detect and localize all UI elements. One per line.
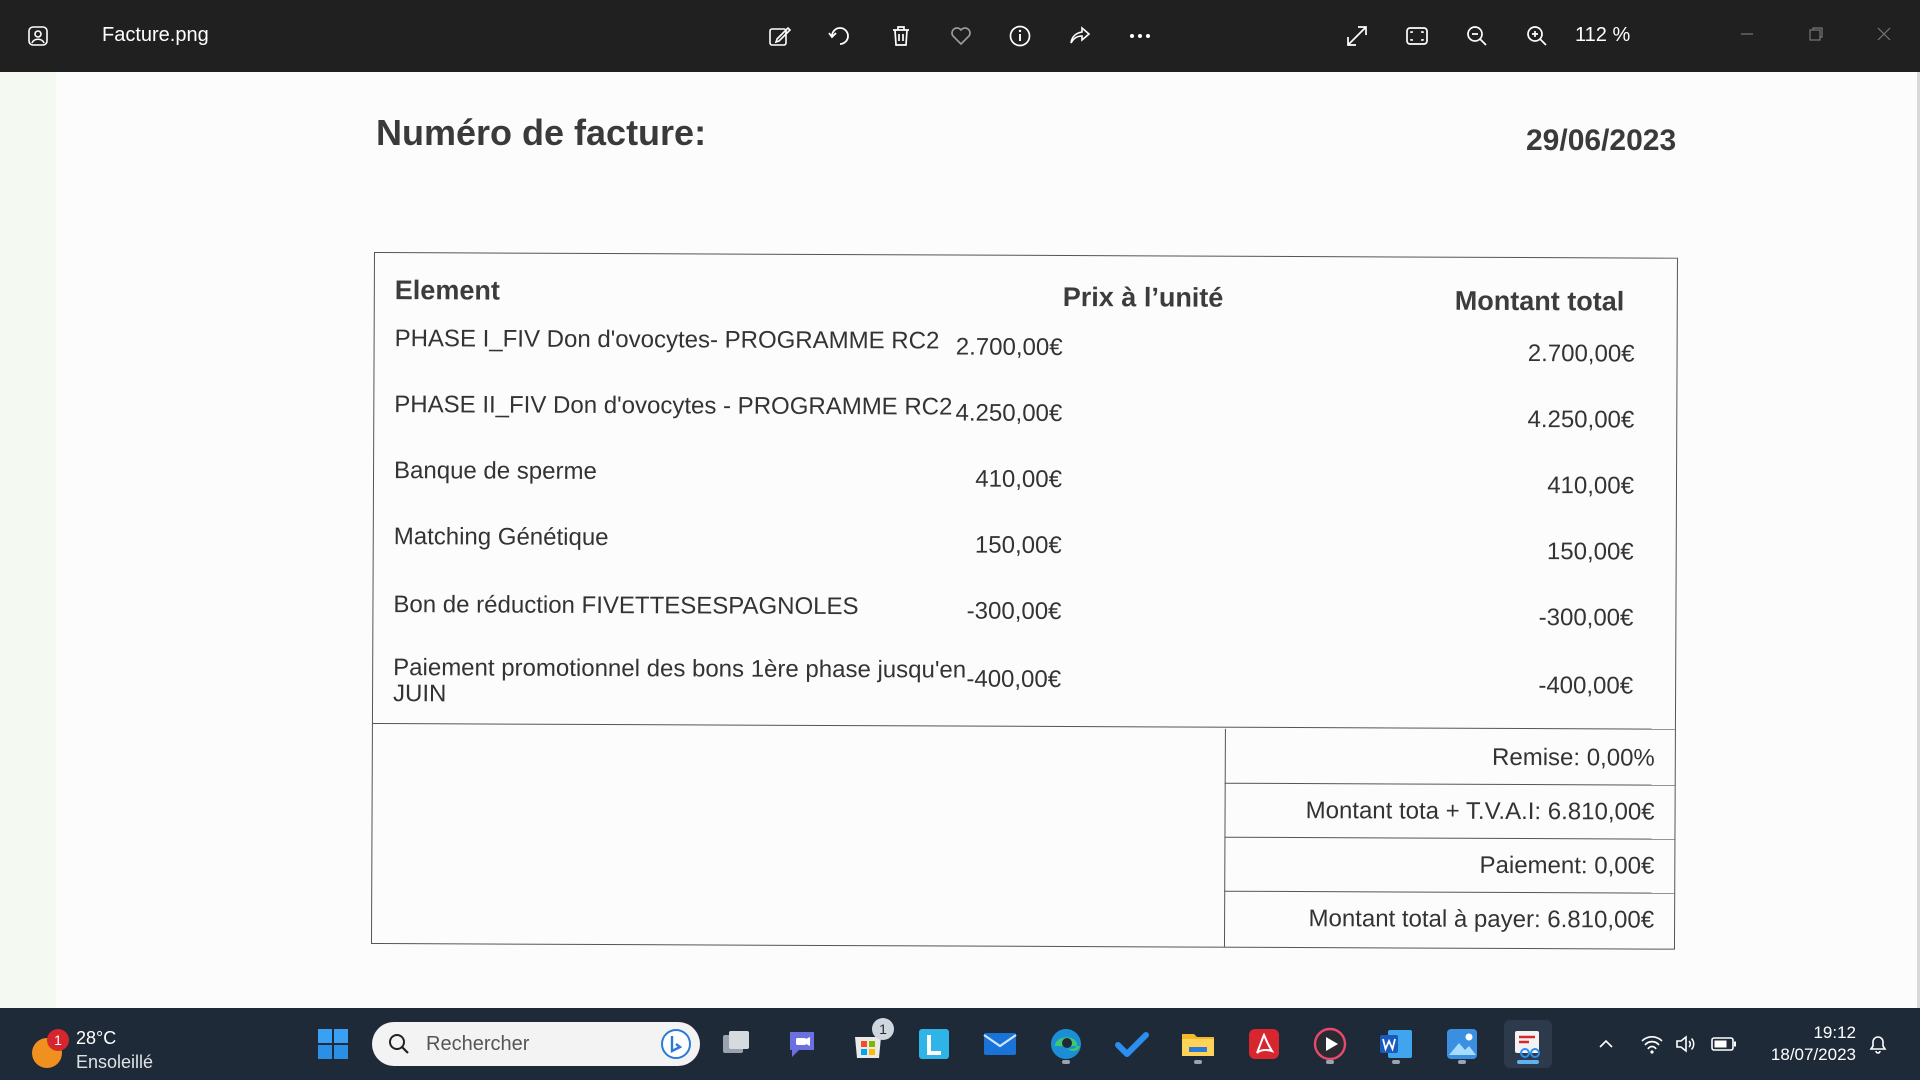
invoice-image (56, 72, 1917, 1008)
weather-badge: 1 (47, 1029, 69, 1051)
running-indicator (1458, 1060, 1466, 1064)
row-total: 2.700,00€ (1527, 340, 1635, 368)
task-view-icon[interactable] (712, 1020, 760, 1068)
row-unit-price: 2.700,00€ (955, 333, 1063, 362)
search-icon (388, 1033, 410, 1055)
taskbar (0, 1008, 1920, 1080)
row-total: 410,00€ (1547, 472, 1635, 500)
row-element: PHASE II_FIV Don d'ovocytes - PROGRAMME RC2 (394, 391, 953, 421)
summary-total-vat: Montant tota + T.V.A.I: 6.810,00€ (1305, 797, 1655, 826)
battery-icon[interactable] (1710, 1030, 1738, 1058)
photos-icon[interactable] (1438, 1020, 1486, 1068)
summary-payment-row (1224, 837, 1674, 894)
word-icon[interactable] (1372, 1020, 1420, 1068)
row-unit-price: -400,00€ (966, 665, 1062, 694)
title-bar (0, 0, 1920, 72)
favorite-icon[interactable] (943, 18, 979, 54)
summary-to-pay-row (1224, 891, 1674, 947)
more-icon[interactable] (1122, 18, 1158, 54)
notification-icon[interactable] (1864, 1030, 1892, 1058)
summary-total-vat-row (1224, 783, 1674, 840)
image-left-edge (0, 72, 57, 1008)
zoom-out-icon[interactable] (1459, 18, 1495, 54)
row-unit-price: 410,00€ (975, 465, 1063, 494)
close-icon[interactable] (1864, 14, 1904, 54)
invoice-date: 29/06/2023 (1526, 124, 1677, 157)
weather-widget[interactable] (28, 1022, 188, 1070)
row-element: PHASE I_FIV Don d'ovocytes- PROGRAMME RC2 (394, 325, 940, 355)
clock-date: 18/07/2023 (1770, 1045, 1856, 1064)
edit-icon[interactable] (762, 18, 798, 54)
weather-temp: 28°C (76, 1028, 117, 1048)
edge-icon[interactable] (1042, 1020, 1090, 1068)
store-icon[interactable] (844, 1020, 892, 1068)
invoice-table (371, 252, 1678, 950)
running-indicator (1062, 1060, 1070, 1064)
show-hidden-icons-icon[interactable] (1592, 1030, 1620, 1058)
search-input[interactable] (372, 1022, 700, 1066)
invoice-number-label: Numéro de facture: (376, 112, 707, 153)
info-icon[interactable] (1002, 18, 1038, 54)
summary-discount-row (1225, 729, 1675, 786)
table-divider (373, 723, 1675, 730)
minimize-icon[interactable] (1727, 14, 1767, 54)
running-indicator (1392, 1060, 1400, 1064)
row-total: -300,00€ (1538, 604, 1634, 632)
row-element: Bon de réduction FIVETTESESPAGNOLES (393, 591, 859, 621)
row-element: Paiement promotionnel des bons 1ère phase jusqu'en JUIN (393, 654, 967, 708)
start-icon[interactable] (309, 1020, 357, 1068)
row-total: -400,00€ (1538, 672, 1634, 700)
l-app-icon[interactable] (910, 1020, 958, 1068)
fit-icon[interactable] (1399, 18, 1435, 54)
running-indicator (1326, 1060, 1334, 1064)
row-unit-price: 150,00€ (974, 531, 1062, 560)
mail-icon[interactable] (976, 1020, 1024, 1068)
file-explorer-icon[interactable] (1174, 1020, 1222, 1068)
header-element: Element (394, 275, 500, 306)
delete-icon[interactable] (883, 18, 919, 54)
zoom-in-icon[interactable] (1519, 18, 1555, 54)
summary-payment: Paiement: 0,00€ (1479, 851, 1655, 880)
summary-to-pay: Montant total à payer: 6.810,00€ (1308, 905, 1655, 934)
photos-app-icon (20, 18, 56, 54)
bing-icon[interactable] (660, 1028, 692, 1060)
snipping-tool-icon[interactable] (1504, 1020, 1552, 1068)
todo-icon[interactable] (1108, 1020, 1156, 1068)
fullscreen-icon[interactable] (1339, 18, 1375, 54)
restore-icon[interactable] (1796, 14, 1836, 54)
store-badge: 1 (872, 1018, 894, 1040)
running-indicator (1517, 1060, 1539, 1064)
row-element: Banque de sperme (393, 457, 597, 485)
running-indicator (1194, 1060, 1202, 1064)
rotate-icon[interactable] (822, 18, 858, 54)
share-icon[interactable] (1062, 18, 1098, 54)
row-total: 4.250,00€ (1527, 406, 1635, 434)
zoom-level[interactable]: 112 % (1575, 24, 1631, 46)
search-placeholder: Rechercher (426, 1033, 530, 1055)
wifi-icon[interactable] (1638, 1030, 1666, 1058)
header-total: Montant total (1454, 285, 1625, 317)
acrobat-icon[interactable] (1240, 1020, 1288, 1068)
row-element: Matching Génétique (393, 523, 609, 552)
row-total: 150,00€ (1546, 538, 1634, 566)
header-unit-price: Prix à l’unité (1062, 282, 1224, 313)
row-unit-price: -300,00€ (966, 597, 1062, 626)
clock-time: 19:12 (1813, 1023, 1856, 1042)
weather-desc: Ensoleillé (76, 1052, 154, 1072)
row-unit-price: 4.250,00€ (955, 399, 1063, 428)
teams-chat-icon[interactable] (778, 1020, 826, 1068)
volume-icon[interactable] (1672, 1030, 1700, 1058)
media-player-icon[interactable] (1306, 1020, 1354, 1068)
file-name: Facture.png (102, 24, 209, 46)
summary-discount: Remise: 0,00% (1491, 743, 1655, 772)
taskbar-clock[interactable] (1752, 1022, 1856, 1066)
